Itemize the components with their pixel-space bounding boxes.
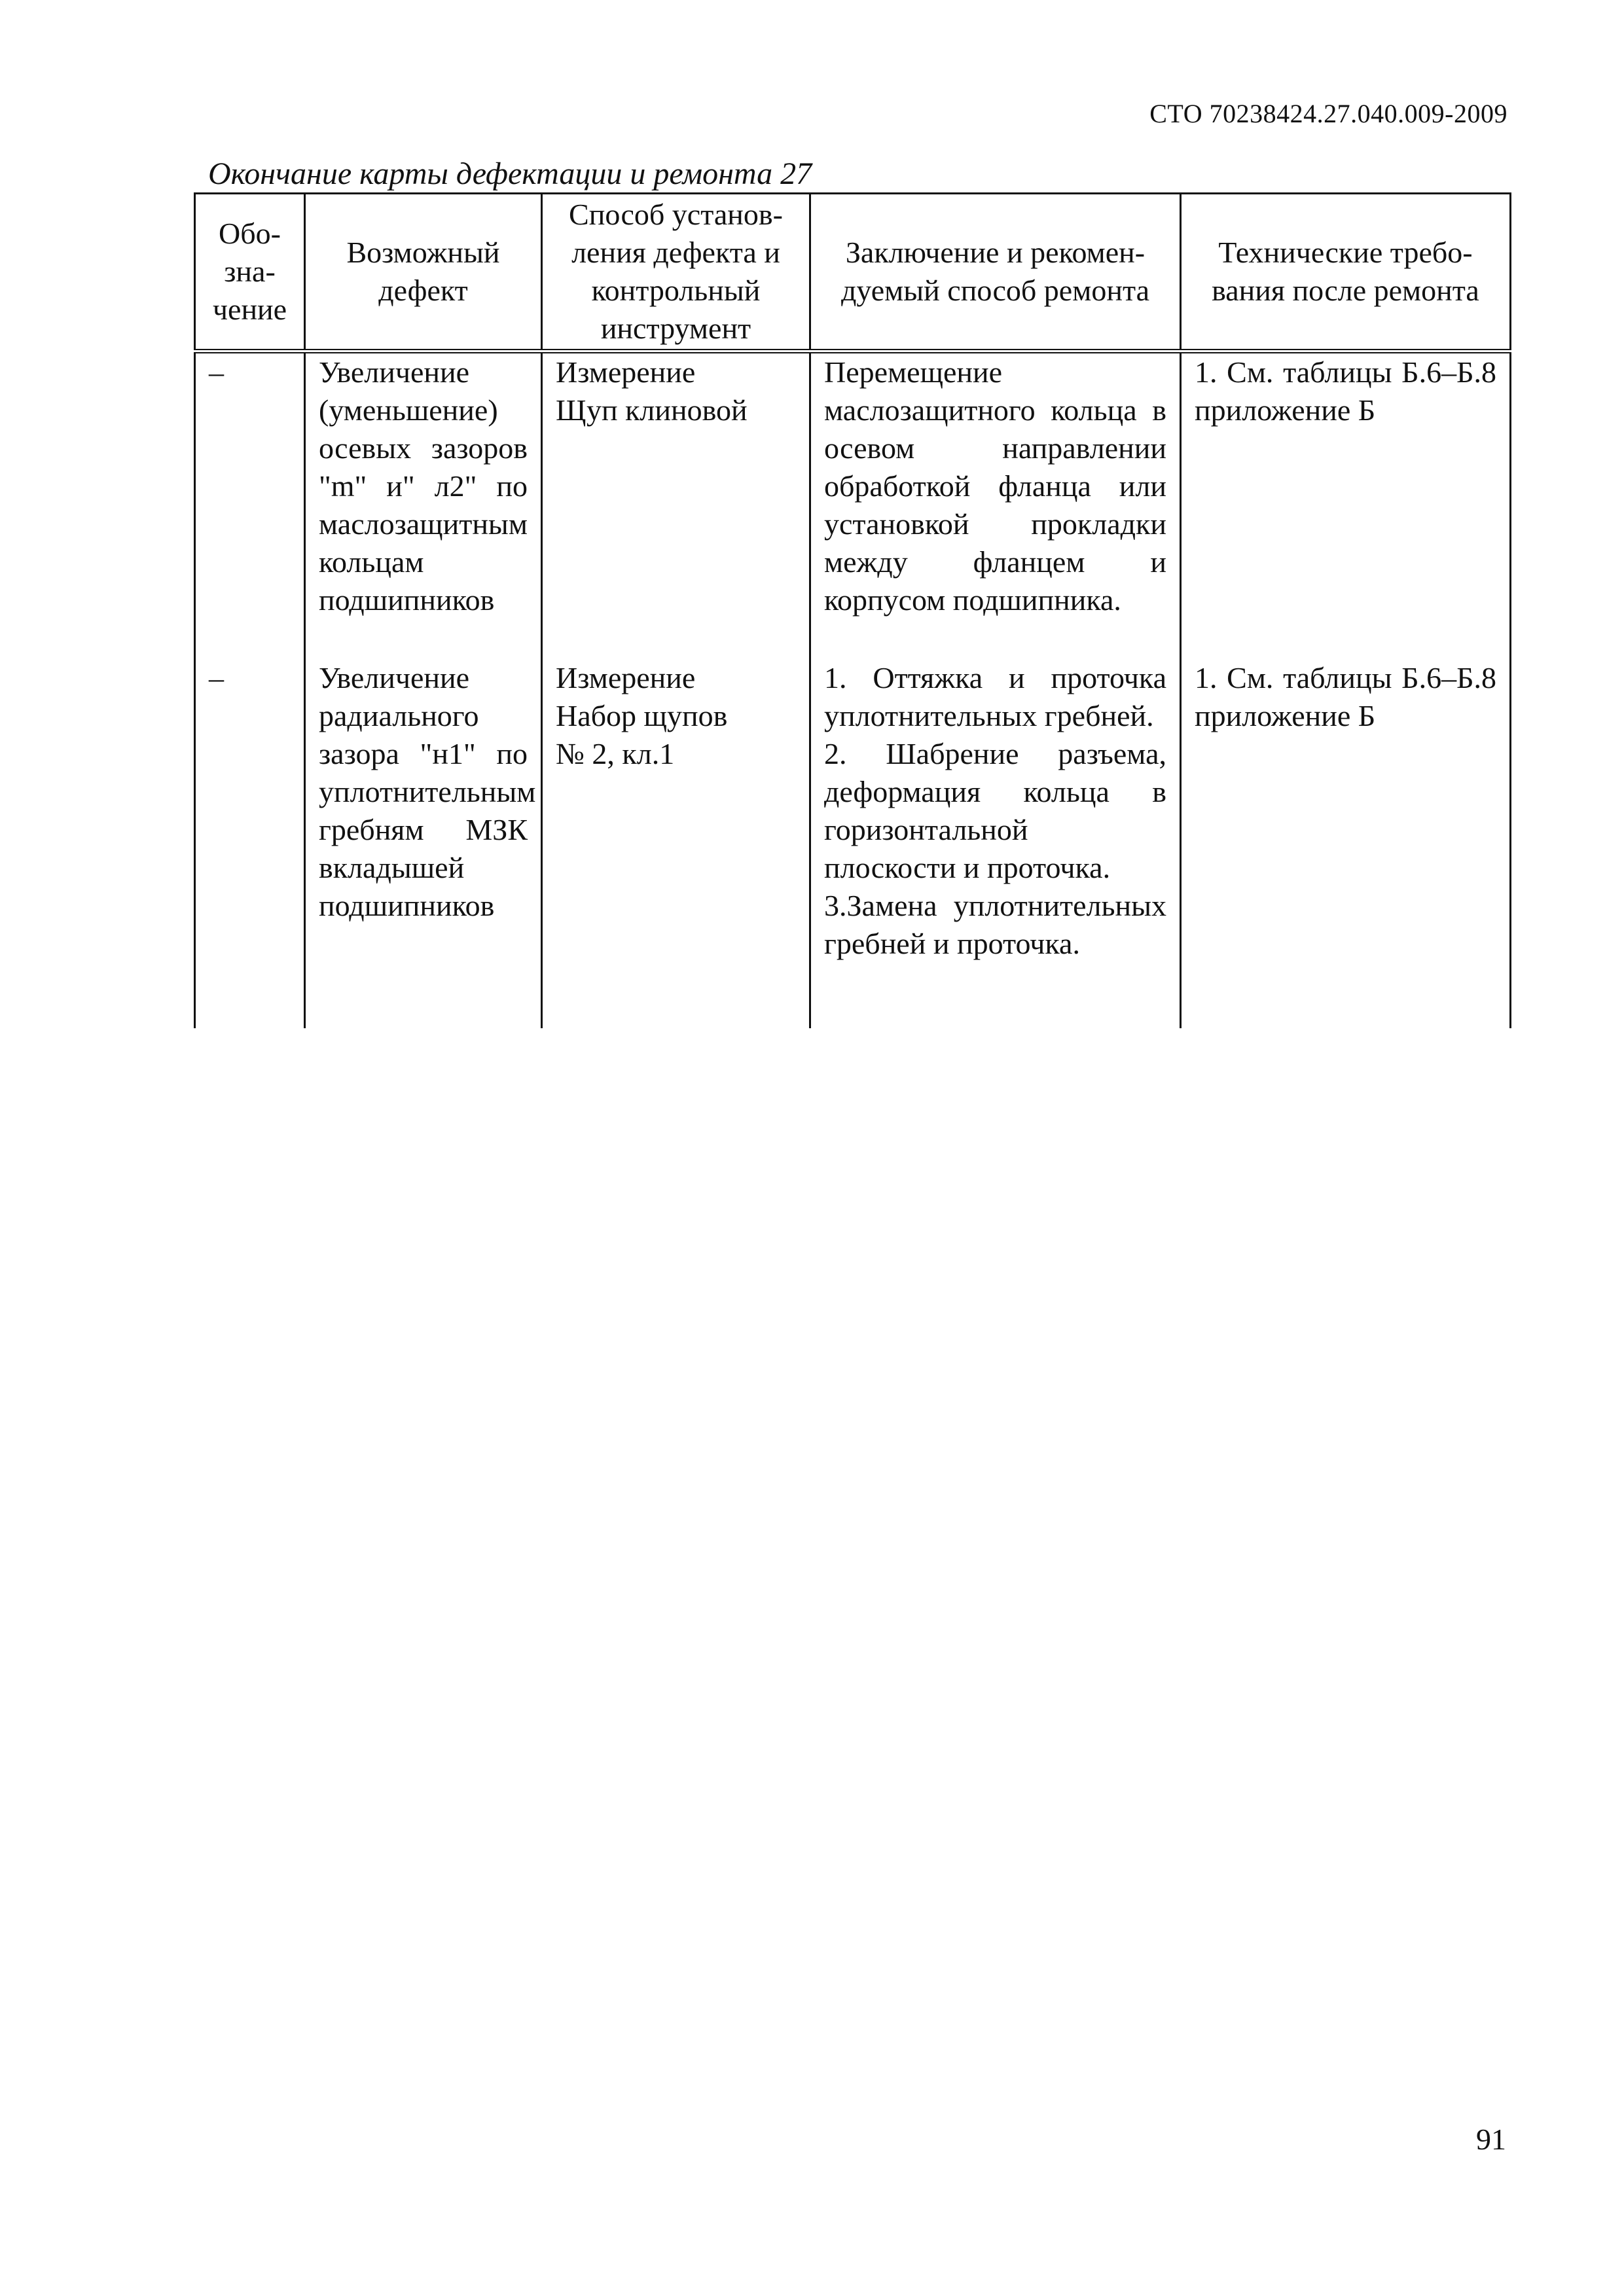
- column-header-requirements: Технические требо- вания после ремонта: [1181, 194, 1511, 351]
- cell-conclusion: Перемещение маслозащитного кольца в осевом направлении обработкой фланца или установкой прокладки между фланцем и корпусом подшипника.: [810, 351, 1181, 659]
- table-caption: Окончание карты дефектации и ремонта 27: [208, 156, 812, 191]
- column-header-conclusion: Заключение и рекомен- дуемый способ ремонта: [810, 194, 1181, 351]
- cell-defect: Увеличение (уменьшение) осевых зазоров "m" и" л2" по маслозащитным кольцам подшипников: [305, 351, 542, 659]
- cell-conclusion: 1. Оттяжка и проточка уплотнительных гребней. 2. Шабрение разъема, деформация кольца в горизонтальной плоскости и проточка. 3.Замена уплотнительных гребней и проточка.: [810, 659, 1181, 1028]
- cell-method: Измерение Щуп клиновой: [542, 351, 810, 659]
- defect-repair-table: [194, 192, 1511, 1028]
- cell-designation: –: [195, 351, 305, 659]
- table-row: [195, 351, 1511, 659]
- page-number: 91: [1476, 2123, 1506, 2156]
- cell-requirements: 1. См. таблицы Б.6–Б.8 приложение Б: [1181, 659, 1511, 1028]
- document-code: СТО 70238424.27.040.009-2009: [1149, 99, 1507, 128]
- cell-method: Измерение Набор щупов № 2, кл.1: [542, 659, 810, 1028]
- column-header-method: Способ установ- ления дефекта и контрольный инструмент: [542, 194, 810, 351]
- table-row: [195, 659, 1511, 1028]
- column-header-designation: Обо- зна- чение: [195, 194, 305, 351]
- cell-designation: –: [195, 659, 305, 1028]
- table-header-row: [195, 194, 1511, 351]
- cell-defect: Увеличение радиального зазора "н1" по уплотнительным гребням МЗК вкладышей подшипников: [305, 659, 542, 1028]
- column-header-defect: Возможный дефект: [305, 194, 542, 351]
- cell-requirements: 1. См. таблицы Б.6–Б.8 приложение Б: [1181, 351, 1511, 659]
